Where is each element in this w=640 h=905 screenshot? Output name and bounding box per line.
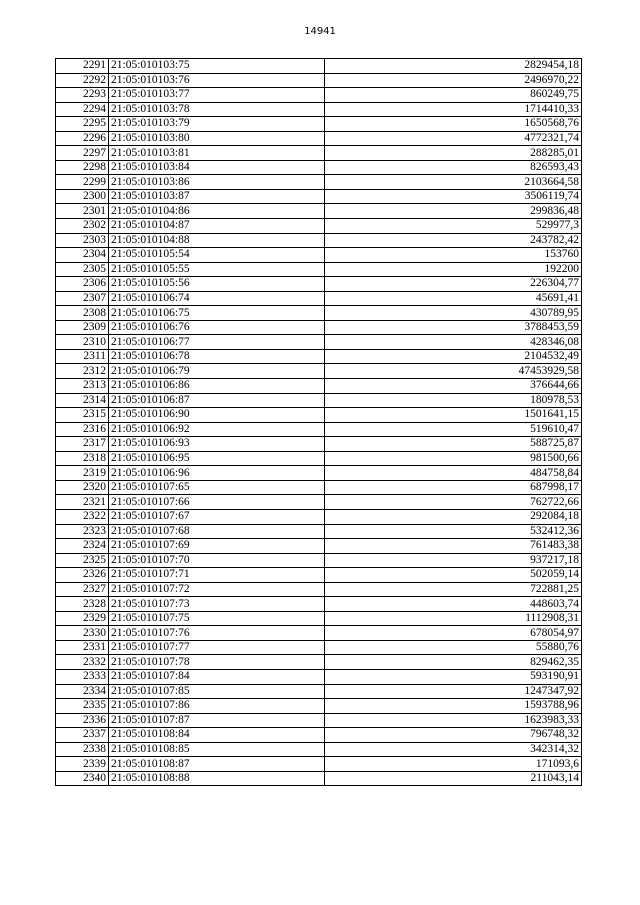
cadastral-number-cell: 21:05:010106:76 [109,320,325,335]
cadastral-value-cell: 796748,32 [325,728,582,743]
cadastral-value-cell: 722881,25 [325,582,582,597]
cadastral-value-cell: 55880,76 [325,640,582,655]
row-number-cell: 2297 [56,146,109,161]
row-number-cell: 2326 [56,568,109,583]
row-number-cell: 2316 [56,422,109,437]
table-row [56,88,582,103]
cadastral-number-cell: 21:05:010103:87 [109,189,325,204]
cadastral-number-cell: 21:05:010104:87 [109,219,325,234]
row-number-cell: 2315 [56,408,109,423]
table-row [56,699,582,714]
cadastral-number-cell: 21:05:010107:86 [109,699,325,714]
cadastral-number-cell: 21:05:010107:66 [109,495,325,510]
row-number-cell: 2337 [56,728,109,743]
row-number-cell: 2303 [56,233,109,248]
row-number-cell: 2308 [56,306,109,321]
cadastral-number-cell: 21:05:010107:85 [109,684,325,699]
table-row [56,626,582,641]
row-number-cell: 2301 [56,204,109,219]
cadastral-number-cell: 21:05:010107:70 [109,553,325,568]
table-row [56,568,582,583]
cadastral-value-cell: 981500,66 [325,451,582,466]
row-number-cell: 2336 [56,713,109,728]
row-number-cell: 2333 [56,669,109,684]
table-row [56,524,582,539]
table-row [56,131,582,146]
cadastral-value-cell: 288285,01 [325,146,582,161]
row-number-cell: 2330 [56,626,109,641]
table-row [56,175,582,190]
cadastral-value-cell: 2104532,49 [325,349,582,364]
cadastral-number-cell: 21:05:010106:87 [109,393,325,408]
table-row [56,553,582,568]
cadastral-value-cell: 1623983,33 [325,713,582,728]
table-row [56,102,582,117]
cadastral-value-cell: 687998,17 [325,480,582,495]
row-number-cell: 2323 [56,524,109,539]
table-row [56,655,582,670]
cadastral-value-cell: 2829454,18 [325,59,582,74]
row-number-cell: 2340 [56,771,109,786]
cadastral-value-cell: 826593,43 [325,160,582,175]
row-number-cell: 2296 [56,131,109,146]
row-number-cell: 2334 [56,684,109,699]
cadastral-value-cell: 448603,74 [325,597,582,612]
cadastral-value-cell: 502059,14 [325,568,582,583]
cadastral-value-cell: 519610,47 [325,422,582,437]
cadastral-value-cell: 860249,75 [325,88,582,103]
table-row [56,320,582,335]
table-row [56,480,582,495]
cadastral-number-cell: 21:05:010107:65 [109,480,325,495]
cadastral-number-cell: 21:05:010108:88 [109,771,325,786]
cadastral-number-cell: 21:05:010107:77 [109,640,325,655]
row-number-cell: 2338 [56,742,109,757]
table-row [56,466,582,481]
row-number-cell: 2327 [56,582,109,597]
cadastral-value-cell: 430789,95 [325,306,582,321]
row-number-cell: 2302 [56,219,109,234]
cadastral-value-cell: 47453929,58 [325,364,582,379]
row-number-cell: 2295 [56,117,109,132]
table-row [56,495,582,510]
table-row [56,742,582,757]
table-row [56,219,582,234]
cadastral-value-cell: 376644,66 [325,379,582,394]
cadastral-number-cell: 21:05:010103:78 [109,102,325,117]
cadastral-value-cell: 3788453,59 [325,320,582,335]
table-row [56,509,582,524]
cadastral-number-cell: 21:05:010106:75 [109,306,325,321]
cadastral-value-cell: 484758,84 [325,466,582,481]
cadastral-number-cell: 21:05:010105:54 [109,248,325,263]
table-row [56,393,582,408]
cadastral-value-cell: 762722,66 [325,495,582,510]
cadastral-value-cell: 2103664,58 [325,175,582,190]
table-row [56,73,582,88]
row-number-cell: 2300 [56,189,109,204]
table-row [56,335,582,350]
cadastral-value-table [55,58,582,786]
table-row [56,713,582,728]
row-number-cell: 2317 [56,437,109,452]
cadastral-number-cell: 21:05:010107:87 [109,713,325,728]
cadastral-value-cell: 342314,32 [325,742,582,757]
cadastral-number-cell: 21:05:010107:71 [109,568,325,583]
cadastral-value-cell: 180978,53 [325,393,582,408]
cadastral-value-cell: 45691,41 [325,291,582,306]
cadastral-value-cell: 937217,18 [325,553,582,568]
cadastral-value-cell: 678054,97 [325,626,582,641]
cadastral-number-cell: 21:05:010105:55 [109,262,325,277]
cadastral-number-cell: 21:05:010103:86 [109,175,325,190]
cadastral-value-cell: 588725,87 [325,437,582,452]
row-number-cell: 2291 [56,59,109,74]
table-row [56,364,582,379]
row-number-cell: 2311 [56,349,109,364]
row-number-cell: 2292 [56,73,109,88]
row-number-cell: 2328 [56,597,109,612]
cadastral-value-cell: 1112908,31 [325,611,582,626]
table-row [56,277,582,292]
cadastral-number-cell: 21:05:010103:79 [109,117,325,132]
cadastral-number-cell: 21:05:010108:87 [109,757,325,772]
table-row [56,640,582,655]
row-number-cell: 2299 [56,175,109,190]
cadastral-number-cell: 21:05:010105:56 [109,277,325,292]
cadastral-value-cell: 2496970,22 [325,73,582,88]
row-number-cell: 2331 [56,640,109,655]
row-number-cell: 2325 [56,553,109,568]
cadastral-value-cell: 3506119,74 [325,189,582,204]
row-number-cell: 2335 [56,699,109,714]
table-row [56,422,582,437]
cadastral-number-cell: 21:05:010107:75 [109,611,325,626]
row-number-cell: 2304 [56,248,109,263]
row-number-cell: 2322 [56,509,109,524]
table-row [56,262,582,277]
cadastral-value-cell: 593190,91 [325,669,582,684]
table-row [56,160,582,175]
table-row [56,189,582,204]
cadastral-number-cell: 21:05:010103:76 [109,73,325,88]
cadastral-value-cell: 171093,6 [325,757,582,772]
cadastral-number-cell: 21:05:010103:84 [109,160,325,175]
cadastral-value-cell: 4772321,74 [325,131,582,146]
table-row [56,757,582,772]
row-number-cell: 2314 [56,393,109,408]
table-row [56,233,582,248]
cadastral-number-cell: 21:05:010106:92 [109,422,325,437]
table-row [56,306,582,321]
table-row [56,771,582,786]
row-number-cell: 2306 [56,277,109,292]
row-number-cell: 2294 [56,102,109,117]
cadastral-number-cell: 21:05:010107:78 [109,655,325,670]
row-number-cell: 2310 [56,335,109,350]
cadastral-number-cell: 21:05:010106:79 [109,364,325,379]
cadastral-number-cell: 21:05:010106:77 [109,335,325,350]
cadastral-number-cell: 21:05:010107:84 [109,669,325,684]
cadastral-number-cell: 21:05:010107:67 [109,509,325,524]
table-row [56,437,582,452]
cadastral-number-cell: 21:05:010107:73 [109,597,325,612]
cadastral-value-cell: 761483,38 [325,539,582,554]
row-number-cell: 2312 [56,364,109,379]
cadastral-value-cell: 192200 [325,262,582,277]
row-number-cell: 2319 [56,466,109,481]
cadastral-value-cell: 211043,14 [325,771,582,786]
cadastral-number-cell: 21:05:010108:85 [109,742,325,757]
cadastral-value-cell: 428346,08 [325,335,582,350]
row-number-cell: 2332 [56,655,109,670]
cadastral-value-cell: 153760 [325,248,582,263]
row-number-cell: 2320 [56,480,109,495]
cadastral-number-cell: 21:05:010106:86 [109,379,325,394]
cadastral-value-cell: 292084,18 [325,509,582,524]
cadastral-number-cell: 21:05:010106:78 [109,349,325,364]
table-row [56,451,582,466]
cadastral-number-cell: 21:05:010106:96 [109,466,325,481]
table-row [56,349,582,364]
table-row [56,582,582,597]
cadastral-number-cell: 21:05:010103:80 [109,131,325,146]
row-number-cell: 2298 [56,160,109,175]
row-number-cell: 2293 [56,88,109,103]
row-number-cell: 2329 [56,611,109,626]
table-row [56,669,582,684]
cadastral-value-cell: 1650568,76 [325,117,582,132]
row-number-cell: 2318 [56,451,109,466]
cadastral-number-cell: 21:05:010103:75 [109,59,325,74]
cadastral-number-cell: 21:05:010107:68 [109,524,325,539]
table-row [56,539,582,554]
row-number-cell: 2339 [56,757,109,772]
table-row [56,291,582,306]
table-row [56,204,582,219]
cadastral-number-cell: 21:05:010103:77 [109,88,325,103]
cadastral-value-cell: 529977,3 [325,219,582,234]
row-number-cell: 2313 [56,379,109,394]
row-number-cell: 2324 [56,539,109,554]
table-row [56,379,582,394]
cadastral-number-cell: 21:05:010106:74 [109,291,325,306]
table-row [56,597,582,612]
row-number-cell: 2309 [56,320,109,335]
cadastral-value-cell: 1593788,96 [325,699,582,714]
cadastral-number-cell: 21:05:010106:95 [109,451,325,466]
table-row [56,611,582,626]
cadastral-value-cell: 1501641,15 [325,408,582,423]
cadastral-value-cell: 1714410,33 [325,102,582,117]
row-number-cell: 2307 [56,291,109,306]
table-row [56,728,582,743]
cadastral-value-cell: 532412,36 [325,524,582,539]
table-row [56,146,582,161]
cadastral-number-cell: 21:05:010103:81 [109,146,325,161]
cadastral-value-cell: 1247347,92 [325,684,582,699]
table-row [56,684,582,699]
cadastral-value-cell: 226304,77 [325,277,582,292]
cadastral-number-cell: 21:05:010104:86 [109,204,325,219]
cadastral-number-cell: 21:05:010107:76 [109,626,325,641]
cadastral-number-cell: 21:05:010107:72 [109,582,325,597]
table-row [56,248,582,263]
row-number-cell: 2305 [56,262,109,277]
cadastral-value-cell: 243782,42 [325,233,582,248]
cadastral-number-cell: 21:05:010108:84 [109,728,325,743]
cadastral-number-cell: 21:05:010106:93 [109,437,325,452]
cadastral-number-cell: 21:05:010106:90 [109,408,325,423]
table-body [56,59,582,786]
cadastral-number-cell: 21:05:010107:69 [109,539,325,554]
table-row [56,117,582,132]
cadastral-value-cell: 829462,35 [325,655,582,670]
cadastral-number-cell: 21:05:010104:88 [109,233,325,248]
table-row [56,59,582,74]
table-row [56,408,582,423]
page-number: 14941 [304,26,336,37]
row-number-cell: 2321 [56,495,109,510]
cadastral-value-cell: 299836,48 [325,204,582,219]
